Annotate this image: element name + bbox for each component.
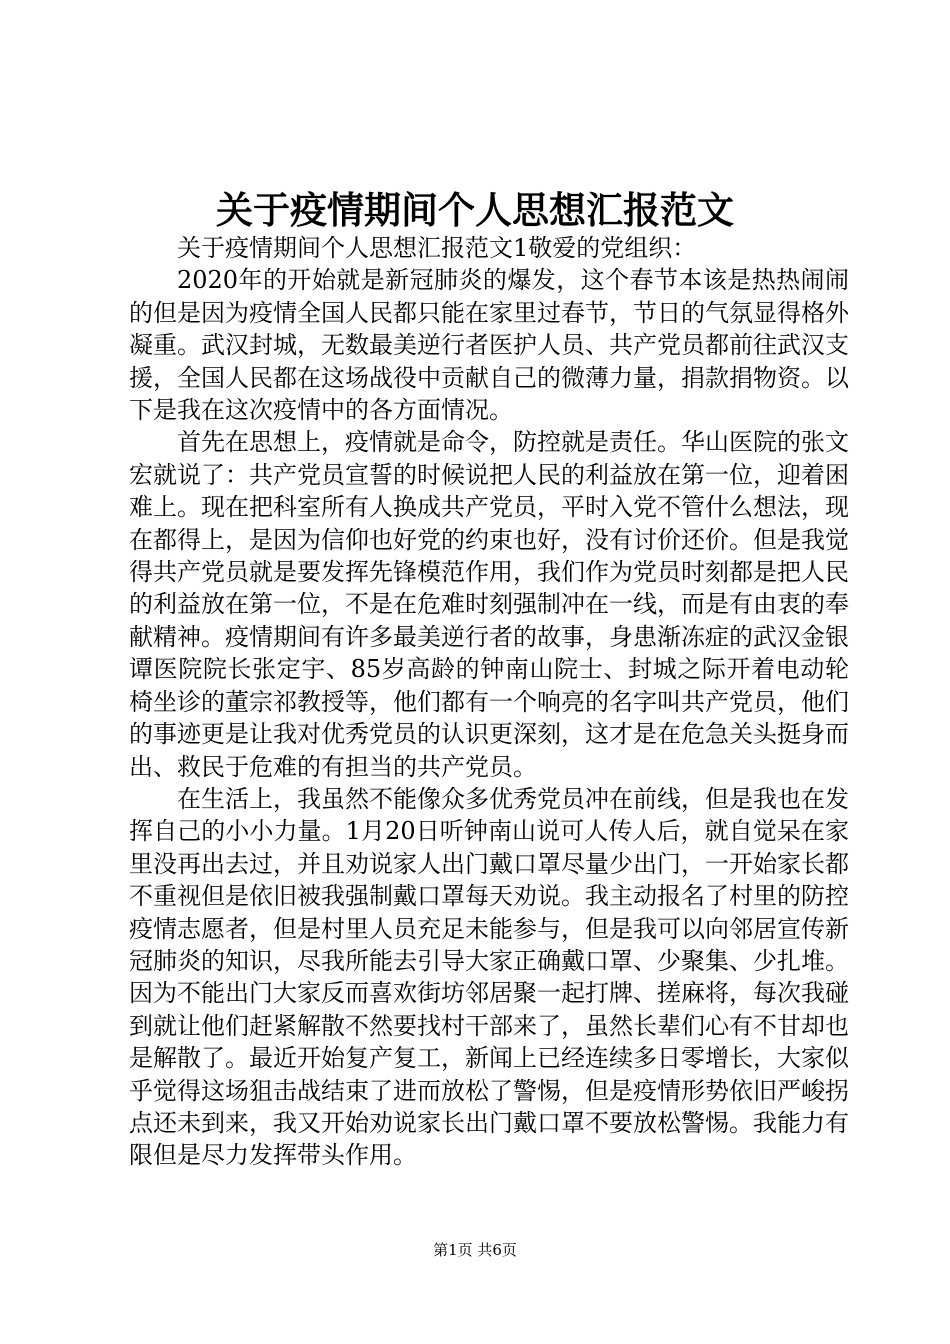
paragraph-life: 在生活上，我虽然不能像众多优秀党员冲在前线，但是我也在发挥自己的小小力量。1月20日听钟南山说可人传人后，就自觉呆在家里没再出去过，并且劝说家人出门戴口罩尽量少出门，一开始家长都不重视但是依旧被我强制戴口罩每天劝说。我主动报名了村里的防控疫情志愿者，但是村里人员充足未能参与，但是我可以向邻居宣传新冠肺炎的知识，尽我所能去引导大家正确戴口罩、少聚集、少扎堆。因为不能出门大家反而喜欢街坊邻居聚一起打牌、搓麻将，每次我碰到就让他们赶紧解散不然要找村干部来了，虽然长辈们心有不甘却也是解散了。最近开始复产复工，新闻上已经连续多日零增长，大家似乎觉得这场狙击战结束了进而放松了警惕，但是疫情形势依旧严峻拐点还未到来，我又开始劝说家长出门戴口罩不要放松警惕。我能力有限但是尽力发挥带头作用。 <box>129 784 849 1170</box>
paragraph-intro: 2020年的开始就是新冠肺炎的爆发，这个春节本该是热热闹闹的但是因为疫情全国人民都只能在家里过春节，节日的气氛显得格外凝重。武汉封城，无数最美逆行者医护人员、共产党员都前往武汉支援，全国人民都在这场战役中贡献自己的微薄力量，捐款捐物资。以下是我在这次疫情中的各方面情况。 <box>129 266 849 425</box>
document-body <box>129 232 849 1172</box>
paragraph-thought: 首先在思想上，疫情就是命令，防控就是责任。华山医院的张文宏就说了：共产党员宣誓的时候说把人民的利益放在第一位，迎着困难上。现在把科室所有人换成共产党员，平时入党不管什么想法，现在都得上，是因为信仰也好党的约束也好，没有讨价还价。但是我觉得共产党员就是要发挥先锋模范作用，我们作为党员时刻都是把人民的利益放在第一位，不是在危难时刻强制冲在一线，而是有由衷的奉献精神。疫情期间有许多最美逆行者的故事，身患渐冻症的武汉金银谭医院院长张定宇、85岁高龄的钟南山院士、封城之际开着电动轮椅坐诊的董宗祁教授等，他们都有一个响亮的名字叫共产党员，他们的事迹更是让我对优秀党员的认识更深刻，这才是在危急关头挺身而出、救民于危难的有担当的共产党员。 <box>129 428 849 781</box>
document-title: 关于疫情期间个人思想汇报范文 <box>216 188 734 232</box>
page-footer: 第1页 共6页 <box>433 1241 517 1259</box>
paragraph-salutation: 关于疫情期间个人思想汇报范文1敬爱的党组织： <box>177 234 697 262</box>
